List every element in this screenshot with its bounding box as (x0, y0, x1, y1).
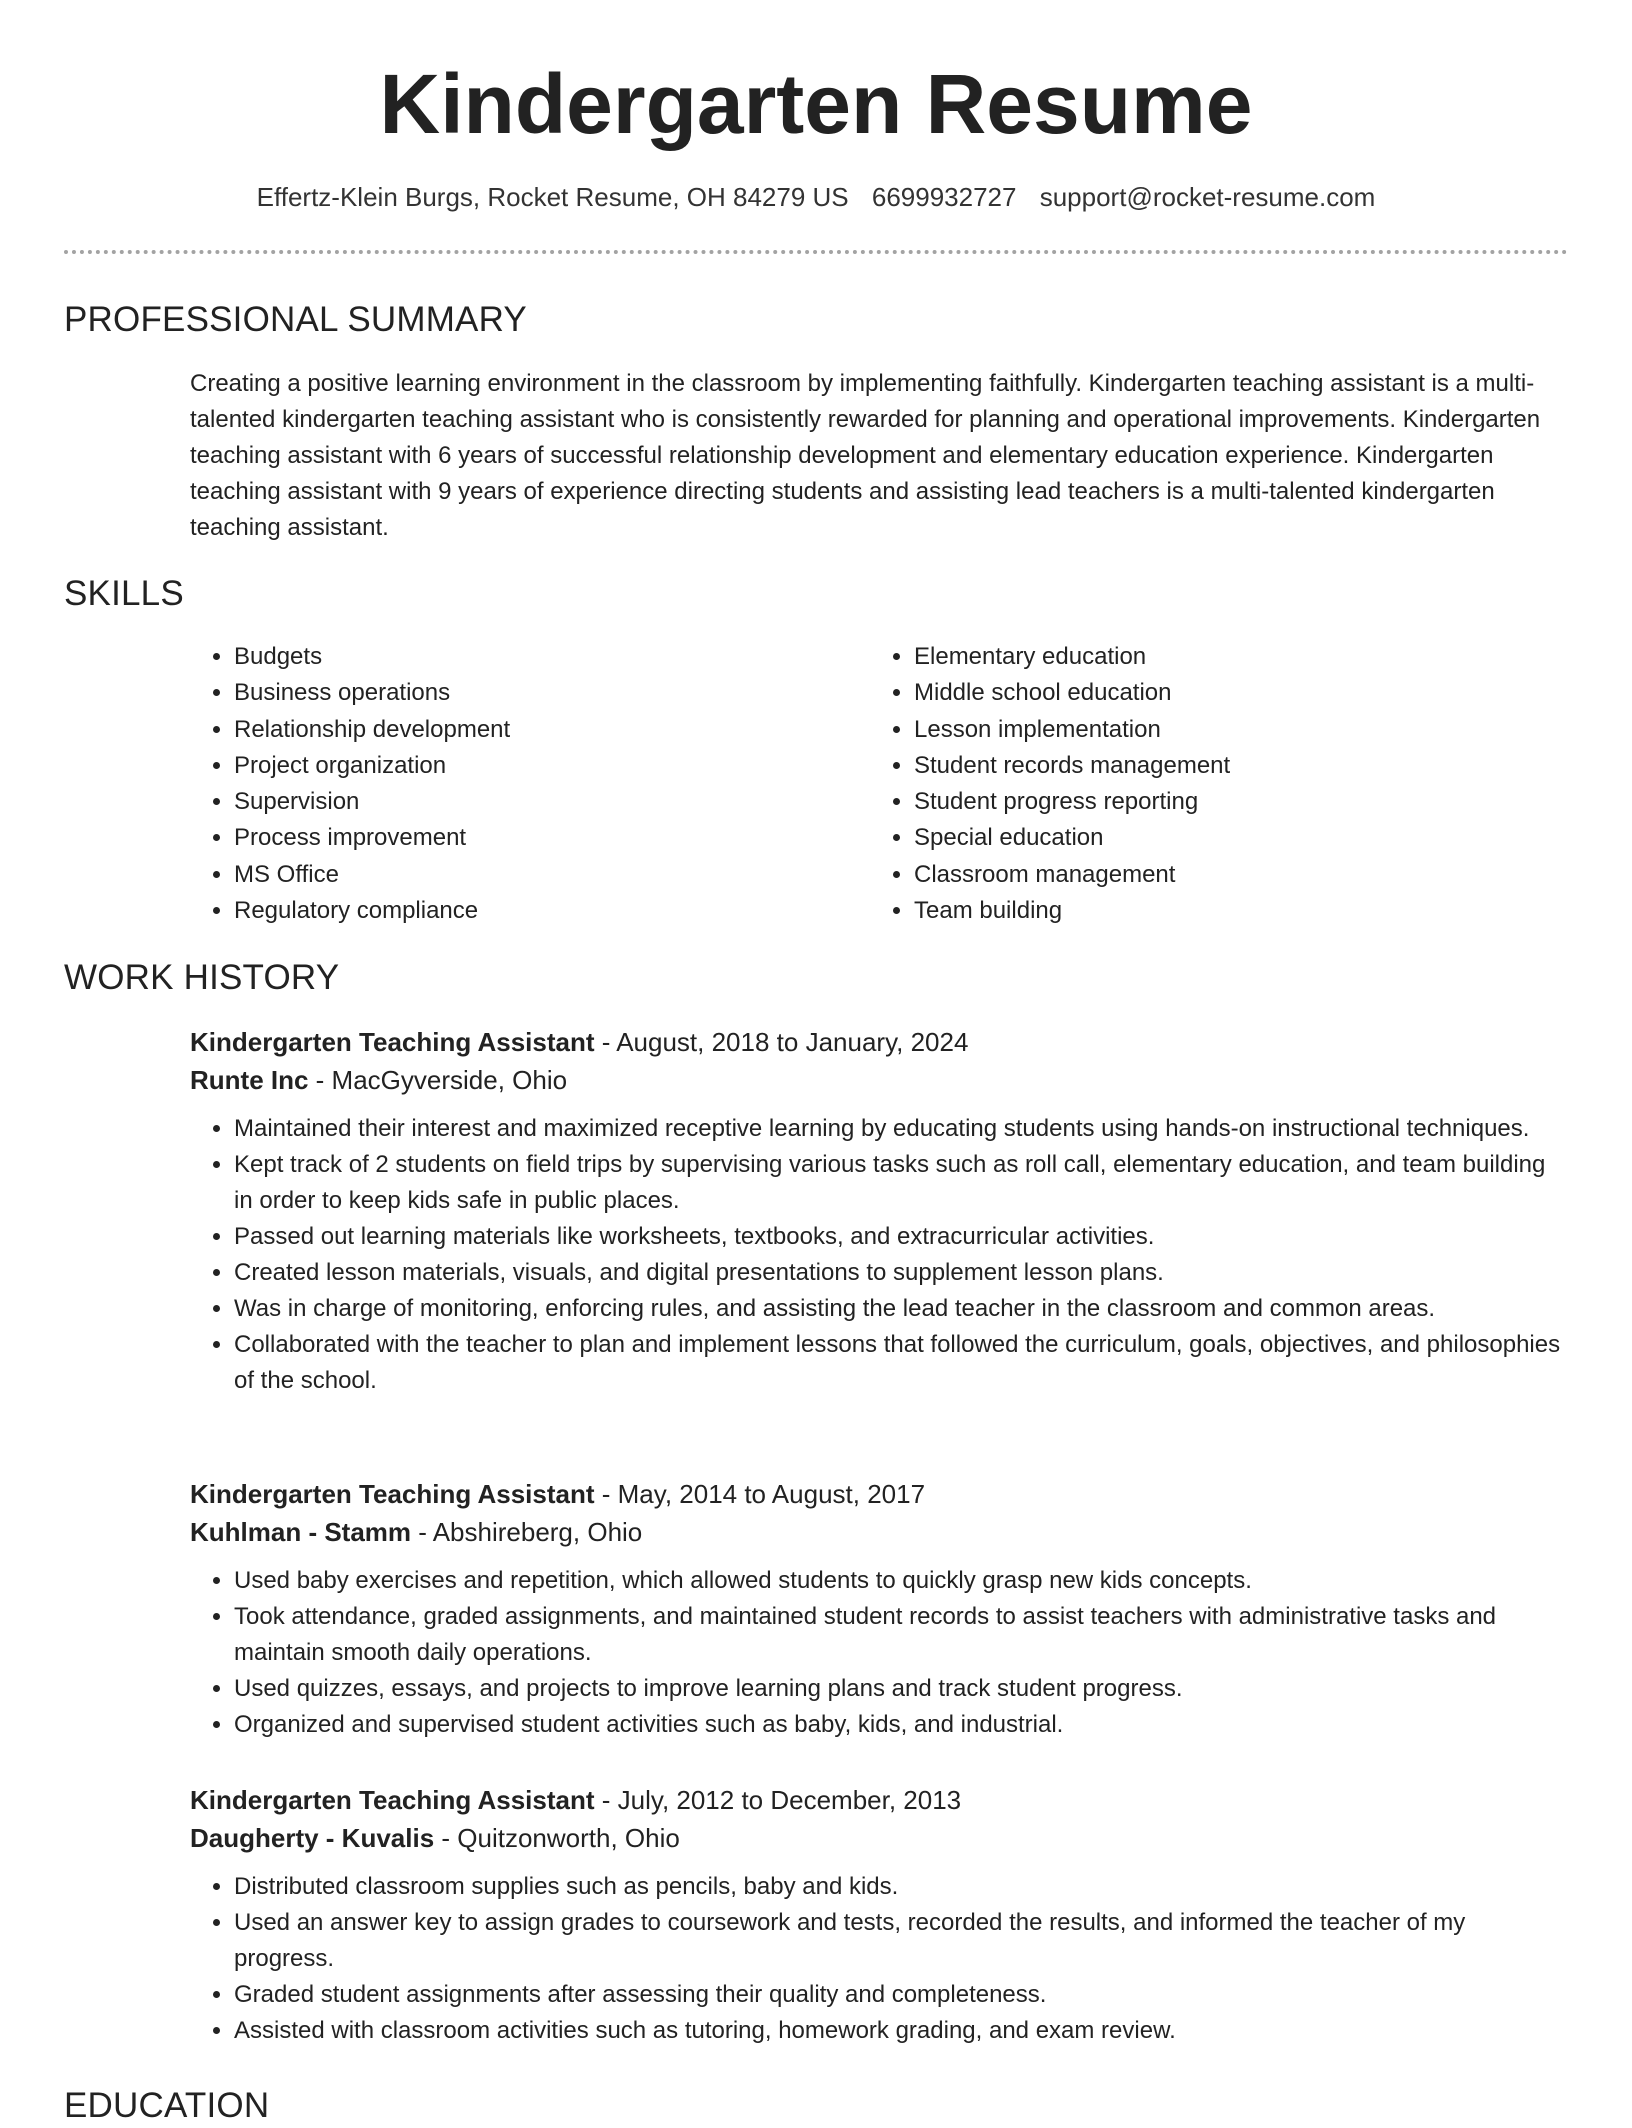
skill-item: • Relationship development (234, 712, 810, 748)
resume-title: Kindergarten Resume (379, 57, 1253, 151)
summary-heading: PROFESSIONAL SUMMARY (64, 300, 527, 339)
summary-text: Creating a positive learning environment in the classroom by implementing faithfully. Kindergarten teaching assistant is a multi-talented kindergarten teaching assistant who is consistently rewarded for planning and operational improvements. Kindergarten teaching assistant with 6 years of successful relationship development and elementary education experience. Kindergarten teaching assistant with 9 years of experience directing students and assisting lead teachers is a multi-talented kindergarten teaching assistant. (190, 370, 1541, 541)
job-role-line (190, 1023, 1570, 1061)
skill-item: • Project organization (234, 748, 810, 784)
education-heading: EDUCATION (64, 2086, 270, 2125)
job-dates: - August, 2018 to January, 2024 (594, 1027, 969, 1057)
job-location: - Quitzonworth, Ohio (434, 1823, 680, 1853)
job-bullet: • Distributed classroom supplies such as pencils, baby and kids. (234, 1869, 1570, 1905)
skill-item: • Team building (914, 893, 1490, 929)
job-bullet: • Used baby exercises and repetition, which allowed students to quickly grasp new kids concepts. (234, 1563, 1570, 1599)
job-bullet: • Kept track of 2 students on field trips by supervising various tasks such as roll call, elementary education, and team building in order to keep kids safe in public places. (234, 1147, 1570, 1219)
job-bullet: • Created lesson materials, visuals, and digital presentations to supplement lesson plans. (234, 1255, 1570, 1291)
job-role: Kindergarten Teaching Assistant (190, 1479, 595, 1509)
skill-item: • Student records management (914, 748, 1490, 784)
job-bullet: • Graded student assignments after assessing their quality and completeness. (234, 1977, 1570, 2013)
job-bullets (190, 1111, 1570, 1399)
skill-item: • Student progress reporting (914, 784, 1490, 820)
job-bullets (190, 1869, 1570, 2049)
job-location: - Abshireberg, Ohio (411, 1517, 643, 1547)
job-company: Daugherty - Kuvalis (190, 1823, 435, 1853)
skill-item: • Special education (914, 820, 1490, 856)
work-history-heading: WORK HISTORY (64, 958, 340, 997)
job-role: Kindergarten Teaching Assistant (190, 1027, 595, 1057)
job-company-line (190, 1061, 1570, 1099)
job-bullet: • Organized and supervised student activities such as baby, kids, and industrial. (234, 1707, 1570, 1743)
contact-address: Effertz-Klein Burgs, Rocket Resume, OH 84279 US (256, 182, 849, 212)
job-role: Kindergarten Teaching Assistant (190, 1785, 595, 1815)
job-role-line (190, 1475, 1570, 1513)
job-dates: - May, 2014 to August, 2017 (594, 1479, 926, 1509)
job-bullet: • Used quizzes, essays, and projects to improve learning plans and track student progress. (234, 1671, 1570, 1707)
skills-column-right (870, 639, 1490, 929)
skill-item: • Supervision (234, 784, 810, 820)
skill-item: • MS Office (234, 857, 810, 893)
skill-item: • Process improvement (234, 820, 810, 856)
skill-item: • Classroom management (914, 857, 1490, 893)
contact-phone: 6699932727 (871, 182, 1017, 212)
skill-item: • Elementary education (914, 639, 1490, 675)
skill-item: • Middle school education (914, 675, 1490, 711)
skill-item: • Budgets (234, 639, 810, 675)
job-bullet: • Passed out learning materials like worksheets, textbooks, and extracurricular activities. (234, 1219, 1570, 1255)
skills-list-right (870, 639, 1490, 929)
skills-list-left (190, 639, 810, 929)
job-bullet: • Took attendance, graded assignments, and maintained student records to assist teachers with administrative tasks and maintain smooth daily operations. (234, 1599, 1570, 1671)
skills-heading: SKILLS (64, 574, 184, 613)
job-role-line (190, 1781, 1570, 1819)
job-company-line (190, 1513, 1570, 1551)
job-entry (190, 1023, 1570, 1399)
contact-line (0, 180, 1632, 214)
job-bullet: • Collaborated with the teacher to plan and implement lessons that followed the curriculum, goals, objectives, and philosophies of the school. (234, 1327, 1570, 1399)
skill-item: • Regulatory compliance (234, 893, 810, 929)
job-dates: - July, 2012 to December, 2013 (594, 1785, 962, 1815)
job-bullets (190, 1563, 1570, 1743)
job-company-line (190, 1819, 1570, 1857)
skill-item: • Business operations (234, 675, 810, 711)
job-bullet: • Was in charge of monitoring, enforcing rules, and assisting the lead teacher in the classroom and common areas. (234, 1291, 1570, 1327)
skill-item: • Lesson implementation (914, 712, 1490, 748)
job-bullet: • Assisted with classroom activities such as tutoring, homework grading, and exam review. (234, 2013, 1570, 2049)
job-entry (190, 1781, 1570, 2049)
job-bullet: • Maintained their interest and maximized receptive learning by educating students using hands-on instructional techniques. (234, 1111, 1570, 1147)
job-entry (190, 1475, 1570, 1743)
job-location: - MacGyverside, Ohio (308, 1065, 568, 1095)
job-company: Runte Inc (190, 1065, 309, 1095)
job-bullet: • Used an answer key to assign grades to coursework and tests, recorded the results, and informed the teacher of my progress. (234, 1905, 1570, 1977)
job-company: Kuhlman - Stamm (190, 1517, 412, 1547)
contact-email: support@rocket-resume.com (1039, 182, 1376, 212)
skills-column-left (190, 639, 810, 929)
header-divider (64, 250, 1568, 254)
